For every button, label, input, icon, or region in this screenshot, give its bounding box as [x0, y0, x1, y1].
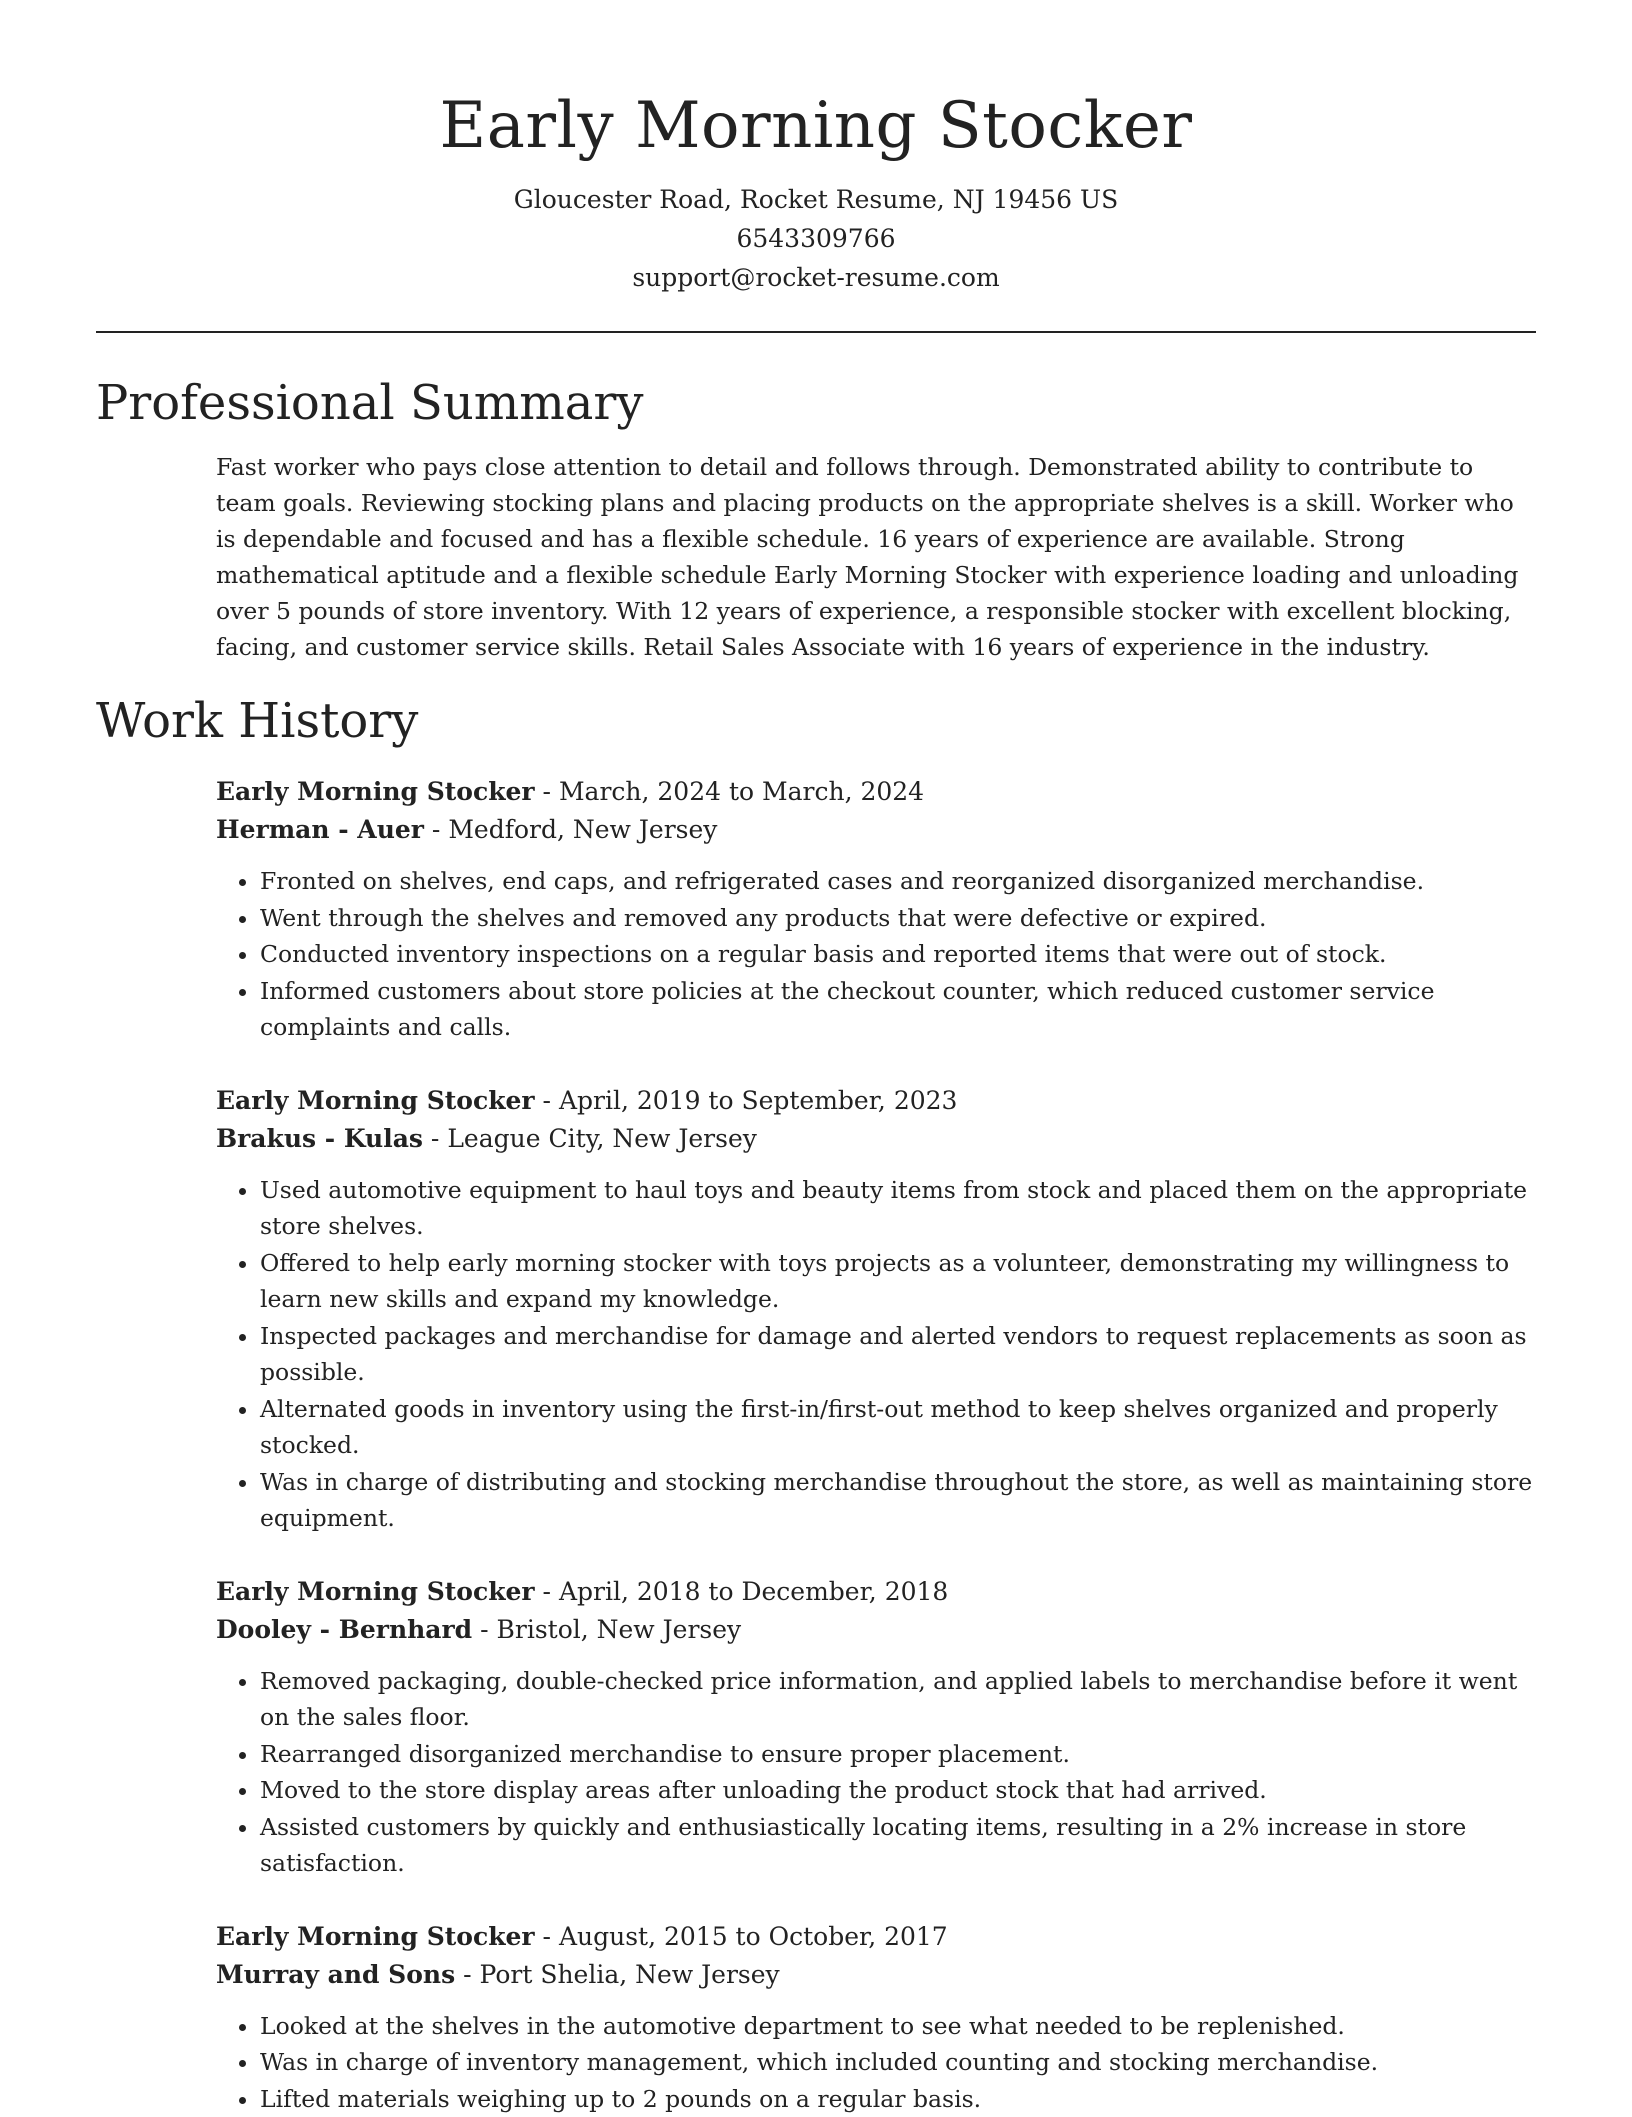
job-dates: August, 2015 to October, 2017 [559, 1922, 948, 1951]
job-bullet: • Fronted on shelves, end caps, and refrigerated cases and reorganized disorganized merchandise. [260, 863, 1536, 900]
job-title: Early Morning Stocker [216, 1577, 535, 1606]
job-bullet: • Moved to the store display areas after unloading the product stock that had arrived. [260, 1772, 1536, 1809]
job-company: Brakus - Kulas [216, 1124, 423, 1153]
job-location: Medford, New Jersey [448, 815, 717, 844]
job-title-line: Early Morning Stocker - April, 2018 to December, 2018 [216, 1573, 1536, 1611]
job-bullet: • Lifted materials weighing up to 2 pounds on a regular basis. [260, 2081, 1536, 2117]
job-bullets [216, 863, 1536, 1046]
job-title-line: Early Morning Stocker - August, 2015 to October, 2017 [216, 1918, 1536, 1956]
job-bullet: • Was in charge of inventory management, which included counting and stocking merchandise. [260, 2044, 1536, 2081]
job-entry [216, 1573, 1536, 1882]
job-title: Early Morning Stocker [216, 777, 535, 806]
job-bullet: • Used automotive equipment to haul toys and beauty items from stock and placed them on the appropriate store shelves. [260, 1172, 1536, 1245]
candidate-name: Early Morning Stocker [96, 86, 1536, 166]
job-bullet: • Was in charge of distributing and stocking merchandise throughout the store, as well as maintaining store equipment. [260, 1464, 1536, 1537]
contact-phone: 6543309766 [96, 219, 1536, 258]
job-bullet: • Offered to help early morning stocker with toys projects as a volunteer, demonstrating my willingness to learn new skills and expand my knowledge. [260, 1245, 1536, 1318]
job-bullet: • Rearranged disorganized merchandise to ensure proper placement. [260, 1736, 1536, 1773]
job-location: League City, New Jersey [447, 1124, 757, 1153]
job-bullets [216, 1172, 1536, 1537]
summary-text: Fast worker who pays close attention to detail and follows through. Demonstrated ability to contribute to team goals. Reviewing stocking plans and placing products on the appropriate shelves is a skill. Worker who is dependable and focused and has a flexible schedule. 16 years of experience are available. Strong mathematical aptitude and a flexible schedule Early Morning Stocker with experience loading and unloading over 5 pounds of store inventory. With 12 years of experience, a responsible stocker with excellent blocking, facing, and customer service skills. Retail Sales Associate with 16 years of experience in the industry. [216, 449, 1536, 665]
job-company: Herman - Auer [216, 815, 424, 844]
job-title-line: Early Morning Stocker - April, 2019 to September, 2023 [216, 1082, 1536, 1120]
job-title-line: Early Morning Stocker - March, 2024 to March, 2024 [216, 773, 1536, 811]
contact-block [96, 180, 1536, 297]
job-bullet: • Conducted inventory inspections on a regular basis and reported items that were out of stock. [260, 936, 1536, 973]
job-location: Port Shelia, New Jersey [480, 1960, 780, 1989]
work-history-list [216, 773, 1536, 2117]
job-company-line: Dooley - Bernhard - Bristol, New Jersey [216, 1611, 1536, 1649]
job-company-line: Herman - Auer - Medford, New Jersey [216, 811, 1536, 849]
job-bullet: • Removed packaging, double-checked price information, and applied labels to merchandise before it went on the sales floor. [260, 1663, 1536, 1736]
job-entry [216, 773, 1536, 1046]
job-bullet: • Alternated goods in inventory using the first-in/first-out method to keep shelves organized and properly stocked. [260, 1391, 1536, 1464]
job-dates: April, 2019 to September, 2023 [559, 1086, 958, 1115]
work-history-heading: Work History [96, 691, 1536, 751]
job-bullet: • Went through the shelves and removed any products that were defective or expired. [260, 900, 1536, 937]
contact-address: Gloucester Road, Rocket Resume, NJ 19456 US [96, 180, 1536, 219]
resume-page [96, 0, 1536, 2117]
job-bullet: • Assisted customers by quickly and enthusiastically locating items, resulting in a 2% increase in store satisfaction. [260, 1809, 1536, 1882]
job-dates: March, 2024 to March, 2024 [559, 777, 924, 806]
job-bullets [216, 2008, 1536, 2117]
job-dates: April, 2018 to December, 2018 [559, 1577, 948, 1606]
job-company: Dooley - Bernhard [216, 1615, 472, 1644]
job-entry [216, 1918, 1536, 2117]
job-company: Murray and Sons [216, 1960, 455, 1989]
job-company-line: Brakus - Kulas - League City, New Jersey [216, 1120, 1536, 1158]
job-bullet: • Informed customers about store policies at the checkout counter, which reduced customer service complaints and calls. [260, 973, 1536, 1046]
job-bullet: • Inspected packages and merchandise for damage and alerted vendors to request replacements as soon as possible. [260, 1318, 1536, 1391]
job-title: Early Morning Stocker [216, 1086, 535, 1115]
job-entry [216, 1082, 1536, 1537]
contact-email: support@rocket-resume.com [96, 258, 1536, 297]
job-bullet: • Looked at the shelves in the automotive department to see what needed to be replenished. [260, 2008, 1536, 2045]
summary-heading: Professional Summary [96, 373, 1536, 433]
job-bullets [216, 1663, 1536, 1882]
header-divider [96, 331, 1536, 333]
resume-header [96, 0, 1536, 297]
job-title: Early Morning Stocker [216, 1922, 535, 1951]
job-location: Bristol, New Jersey [497, 1615, 742, 1644]
job-company-line: Murray and Sons - Port Shelia, New Jersey [216, 1956, 1536, 1994]
